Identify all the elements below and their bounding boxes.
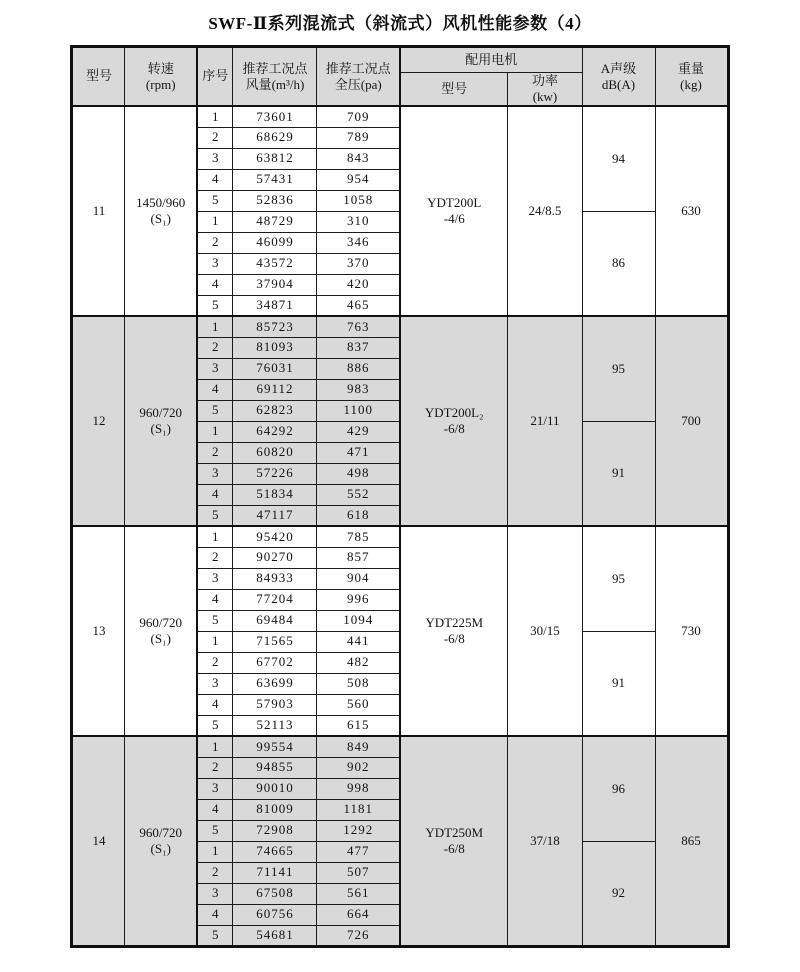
- fan-performance-table: [70, 45, 729, 948]
- flow-cell: 54681: [233, 925, 317, 946]
- power-cell: 24/8.5: [508, 106, 582, 316]
- seq-cell: 5: [197, 925, 233, 946]
- pressure-cell: 420: [317, 274, 400, 295]
- pressure-cell: 310: [317, 211, 400, 232]
- flow-cell: 37904: [233, 274, 317, 295]
- pressure-cell: 471: [317, 442, 400, 463]
- flow-cell: 68629: [233, 127, 317, 148]
- flow-cell: 60820: [233, 442, 317, 463]
- seq-cell: 5: [197, 400, 233, 421]
- seq-cell: 5: [197, 505, 233, 526]
- pressure-cell: 843: [317, 148, 400, 169]
- seq-cell: 1: [197, 211, 233, 232]
- seq-cell: 1: [197, 106, 233, 127]
- pressure-cell: 508: [317, 673, 400, 694]
- col-header-model: [72, 47, 125, 107]
- flow-cell: 99554: [233, 736, 317, 757]
- flow-cell: 47117: [233, 505, 317, 526]
- col-header-flow-line1: 推荐工况点: [242, 60, 308, 76]
- pressure-cell: 482: [317, 652, 400, 673]
- flow-cell: 48729: [233, 211, 317, 232]
- weight-cell: 630: [655, 106, 728, 316]
- motor-model-cell: YDT225M -6/8: [400, 526, 508, 736]
- col-header-motor-power-line1: 功率: [531, 73, 558, 88]
- pressure-cell: 560: [317, 694, 400, 715]
- flow-cell: 69112: [233, 379, 317, 400]
- pressure-cell: 763: [317, 316, 400, 337]
- model-cell: 14: [72, 736, 125, 946]
- noise-bottom-cell: 86: [582, 211, 655, 316]
- pressure-cell: 902: [317, 757, 400, 778]
- col-header-motor-power: [508, 73, 582, 107]
- seq-cell: 3: [197, 673, 233, 694]
- seq-cell: 2: [197, 652, 233, 673]
- weight-cell: 700: [655, 316, 728, 526]
- pressure-cell: 1094: [317, 610, 400, 631]
- table-row: [72, 316, 728, 337]
- pressure-cell: 996: [317, 589, 400, 610]
- col-header-noise-line2: dB(A): [601, 76, 636, 92]
- col-header-weight-line1: 重量: [677, 60, 704, 76]
- flow-cell: 57903: [233, 694, 317, 715]
- col-header-seq-label: 序号: [202, 68, 229, 84]
- flow-cell: 73601: [233, 106, 317, 127]
- pressure-cell: 615: [317, 715, 400, 736]
- col-header-pressure-line1: 推荐工况点: [325, 60, 391, 76]
- pressure-cell: 429: [317, 421, 400, 442]
- seq-cell: 4: [197, 379, 233, 400]
- noise-top-cell: 95: [582, 316, 655, 421]
- pressure-cell: 849: [317, 736, 400, 757]
- pressure-cell: 370: [317, 253, 400, 274]
- flow-cell: 95420: [233, 526, 317, 547]
- flow-cell: 57226: [233, 463, 317, 484]
- flow-cell: 90270: [233, 547, 317, 568]
- pressure-cell: 983: [317, 379, 400, 400]
- seq-cell: 2: [197, 547, 233, 568]
- flow-cell: 60756: [233, 904, 317, 925]
- seq-cell: 4: [197, 904, 233, 925]
- pressure-cell: 441: [317, 631, 400, 652]
- pressure-cell: 618: [317, 505, 400, 526]
- speed-cell: 1450/960 (S₁): [125, 106, 197, 316]
- flow-cell: 69484: [233, 610, 317, 631]
- col-header-flow-line2: 风量(m³/h): [245, 76, 305, 92]
- col-header-pressure: [317, 47, 400, 107]
- flow-cell: 67702: [233, 652, 317, 673]
- seq-cell: 3: [197, 463, 233, 484]
- pressure-cell: 1292: [317, 820, 400, 841]
- col-header-noise-line1: A声级: [600, 60, 637, 76]
- pressure-cell: 477: [317, 841, 400, 862]
- seq-cell: 2: [197, 337, 233, 358]
- motor-model-cell: YDT200L -4/6: [400, 106, 508, 316]
- model-cell: 11: [72, 106, 125, 316]
- seq-cell: 1: [197, 526, 233, 547]
- flow-cell: 62823: [233, 400, 317, 421]
- noise-top-cell: 94: [582, 106, 655, 211]
- seq-cell: 3: [197, 253, 233, 274]
- flow-cell: 64292: [233, 421, 317, 442]
- seq-cell: 2: [197, 442, 233, 463]
- col-header-seq: [197, 47, 233, 107]
- flow-cell: 90010: [233, 778, 317, 799]
- model-cell: 12: [72, 316, 125, 526]
- flow-cell: 51834: [233, 484, 317, 505]
- flow-cell: 85723: [233, 316, 317, 337]
- seq-cell: 1: [197, 736, 233, 757]
- pressure-cell: 1058: [317, 190, 400, 211]
- flow-cell: 94855: [233, 757, 317, 778]
- seq-cell: 4: [197, 484, 233, 505]
- flow-cell: 81093: [233, 337, 317, 358]
- pressure-cell: 664: [317, 904, 400, 925]
- seq-cell: 5: [197, 715, 233, 736]
- col-header-motor-group-label: 配用电机: [465, 51, 518, 67]
- weight-cell: 865: [655, 736, 728, 946]
- pressure-cell: 346: [317, 232, 400, 253]
- flow-cell: 63699: [233, 673, 317, 694]
- flow-cell: 34871: [233, 295, 317, 316]
- weight-cell: 730: [655, 526, 728, 736]
- table-body: [72, 106, 728, 946]
- noise-bottom-cell: 91: [582, 631, 655, 736]
- noise-bottom-cell: 91: [582, 421, 655, 526]
- table-row: [72, 106, 728, 127]
- noise-top-cell: 95: [582, 526, 655, 631]
- seq-cell: 1: [197, 421, 233, 442]
- noise-top-cell: 96: [582, 736, 655, 841]
- seq-cell: 2: [197, 862, 233, 883]
- pressure-cell: 954: [317, 169, 400, 190]
- flow-cell: 81009: [233, 799, 317, 820]
- seq-cell: 3: [197, 358, 233, 379]
- seq-cell: 5: [197, 820, 233, 841]
- speed-cell: 960/720 (S₁): [125, 736, 197, 946]
- seq-cell: 4: [197, 799, 233, 820]
- seq-cell: 2: [197, 757, 233, 778]
- pressure-cell: 726: [317, 925, 400, 946]
- speed-cell: 960/720 (S₁): [125, 526, 197, 736]
- speed-cell: 960/720 (S₁): [125, 316, 197, 526]
- col-header-speed-line1: 转速: [147, 60, 174, 76]
- seq-cell: 5: [197, 295, 233, 316]
- seq-cell: 3: [197, 148, 233, 169]
- pressure-cell: 552: [317, 484, 400, 505]
- flow-cell: 52113: [233, 715, 317, 736]
- power-cell: 21/11: [508, 316, 582, 526]
- motor-model-cell: YDT200L₂ -6/8: [400, 316, 508, 526]
- seq-cell: 4: [197, 169, 233, 190]
- flow-cell: 43572: [233, 253, 317, 274]
- pressure-cell: 1100: [317, 400, 400, 421]
- pressure-cell: 465: [317, 295, 400, 316]
- flow-cell: 46099: [233, 232, 317, 253]
- motor-model-cell: YDT250M -6/8: [400, 736, 508, 946]
- pressure-cell: 709: [317, 106, 400, 127]
- seq-cell: 5: [197, 610, 233, 631]
- col-header-motor-power-line2: (kw): [532, 89, 558, 104]
- col-header-motor-group: [400, 47, 582, 73]
- col-header-noise: [582, 47, 655, 107]
- pressure-cell: 1181: [317, 799, 400, 820]
- pressure-cell: 886: [317, 358, 400, 379]
- pressure-cell: 789: [317, 127, 400, 148]
- seq-cell: 3: [197, 778, 233, 799]
- col-header-flow: [233, 47, 317, 107]
- seq-cell: 1: [197, 316, 233, 337]
- pressure-cell: 837: [317, 337, 400, 358]
- col-header-motor-model-label: 型号: [441, 80, 468, 96]
- page-title: SWF-Ⅱ系列混流式（斜流式）风机性能参数（4）: [208, 14, 592, 33]
- pressure-cell: 904: [317, 568, 400, 589]
- col-header-weight: [655, 47, 728, 107]
- table-header: [72, 47, 728, 107]
- seq-cell: 3: [197, 568, 233, 589]
- pressure-cell: 498: [317, 463, 400, 484]
- flow-cell: 67508: [233, 883, 317, 904]
- pressure-cell: 507: [317, 862, 400, 883]
- col-header-model-label: 型号: [85, 68, 112, 84]
- flow-cell: 77204: [233, 589, 317, 610]
- col-header-speed: [125, 47, 197, 107]
- pressure-cell: 857: [317, 547, 400, 568]
- flow-cell: 71565: [233, 631, 317, 652]
- col-header-weight-line2: (kg): [680, 76, 702, 92]
- pressure-cell: 561: [317, 883, 400, 904]
- seq-cell: 4: [197, 589, 233, 610]
- col-header-speed-line2: (rpm): [145, 76, 176, 92]
- noise-bottom-cell: 92: [582, 841, 655, 946]
- seq-cell: 4: [197, 694, 233, 715]
- flow-cell: 74665: [233, 841, 317, 862]
- table-row: [72, 736, 728, 757]
- model-cell: 13: [72, 526, 125, 736]
- power-cell: 30/15: [508, 526, 582, 736]
- power-cell: 37/18: [508, 736, 582, 946]
- flow-cell: 84933: [233, 568, 317, 589]
- flow-cell: 63812: [233, 148, 317, 169]
- flow-cell: 76031: [233, 358, 317, 379]
- table-row: [72, 526, 728, 547]
- flow-cell: 72908: [233, 820, 317, 841]
- seq-cell: 1: [197, 841, 233, 862]
- seq-cell: 4: [197, 274, 233, 295]
- seq-cell: 2: [197, 232, 233, 253]
- flow-cell: 52836: [233, 190, 317, 211]
- flow-cell: 71141: [233, 862, 317, 883]
- flow-cell: 57431: [233, 169, 317, 190]
- seq-cell: 1: [197, 631, 233, 652]
- col-header-pressure-line2: 全压(pa): [334, 76, 382, 92]
- pressure-cell: 998: [317, 778, 400, 799]
- seq-cell: 3: [197, 883, 233, 904]
- pressure-cell: 785: [317, 526, 400, 547]
- seq-cell: 2: [197, 127, 233, 148]
- col-header-motor-model: [400, 73, 508, 107]
- seq-cell: 5: [197, 190, 233, 211]
